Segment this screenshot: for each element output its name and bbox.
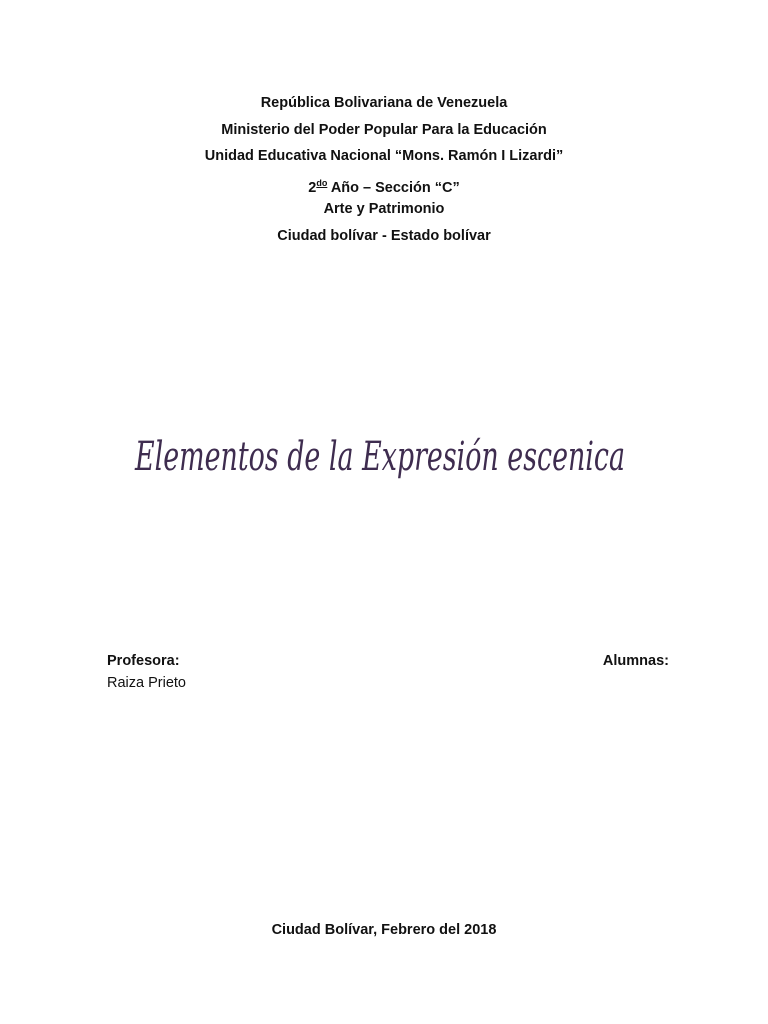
document-title — [120, 410, 640, 510]
header-school: Unidad Educativa Nacional “Mons. Ramón I Lizardi” — [204, 148, 564, 164]
header-country: República Bolivariana de Venezuela — [260, 95, 508, 111]
students-label: Alumnas: — [602, 653, 669, 669]
institution-header — [0, 90, 768, 249]
grade-superscript: do — [316, 177, 328, 188]
teacher-label: Profesora: — [107, 653, 180, 669]
teacher-name: Raiza Prieto — [107, 675, 186, 691]
header-ministry: Ministerio del Poder Popular Para la Educación — [221, 121, 547, 138]
header-location: Ciudad bolívar - Estado bolívar — [277, 227, 491, 244]
header-subject: Arte y Patrimonio — [323, 201, 445, 217]
grade-number: 2 — [308, 179, 317, 196]
grade-section-text: Año – Sección “C” — [327, 179, 460, 196]
header-grade-section — [0, 170, 768, 197]
place-and-date: Ciudad Bolívar, Febrero del 2018 — [271, 922, 497, 938]
document-title-text: Elementos de la Expresión escenica — [134, 434, 625, 480]
